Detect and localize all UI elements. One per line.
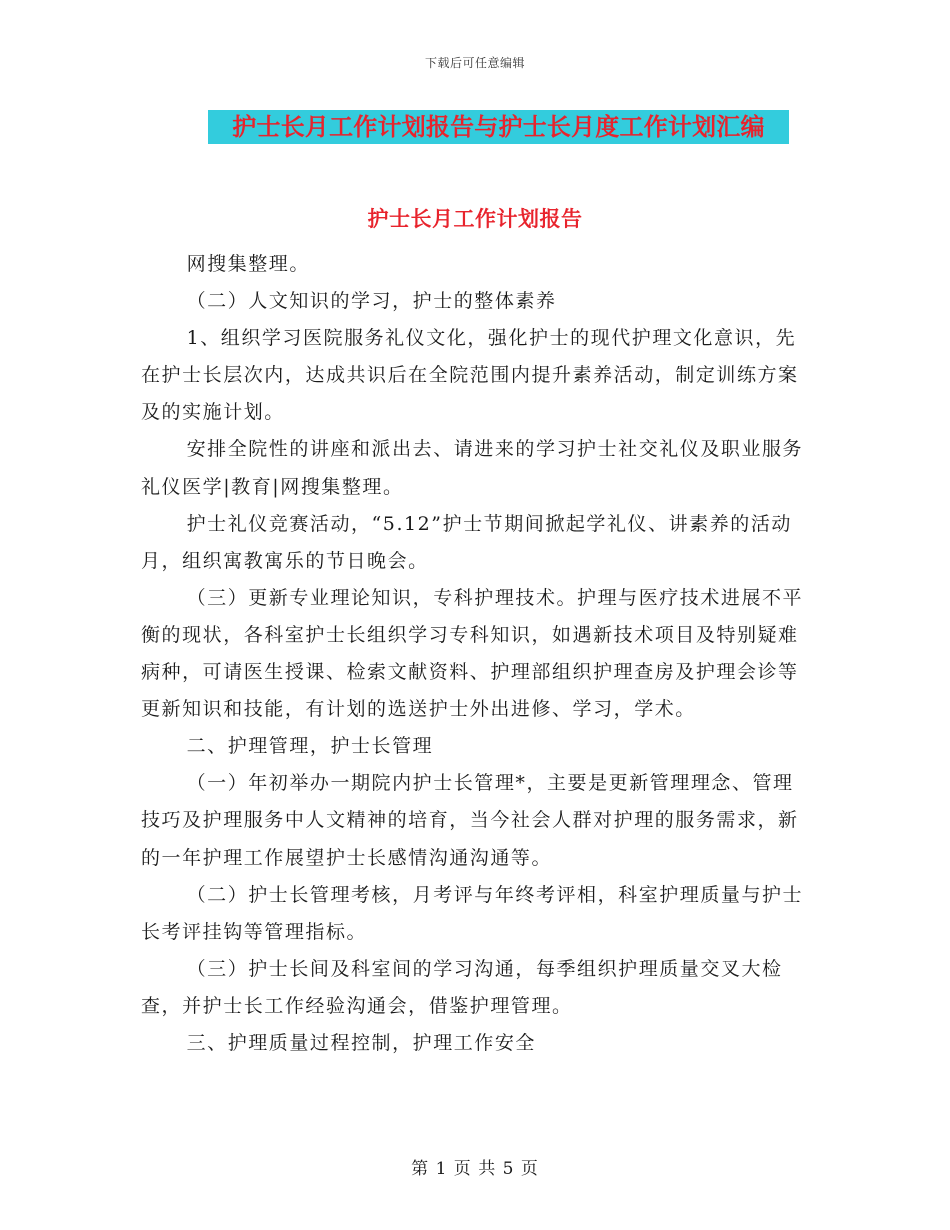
paragraph: 安排全院性的讲座和派出去、请进来的学习护士社交礼仪及职业服务礼仪医学|教育|网搜集整理。 bbox=[141, 438, 804, 498]
document-body bbox=[141, 246, 809, 1062]
main-title: 护士长月工作计划报告与护士长月度工作计划汇编 bbox=[232, 112, 765, 141]
paragraph: （三）更新专业理论知识，专科护理技术。护理与医疗技术进展不平衡的现状，各科室护士长组织学习专科知识，如遇新技术项目及特别疑难病种，可请医生授课、检索文献资料、护理部组织护理查房及护理会诊等更新知识和技能，有计划的选送护士外出进修、学习，学术。 bbox=[141, 586, 804, 721]
paragraph: （三）护士长间及科室间的学习沟通，每季组织护理质量交叉大检查，并护士长工作经验沟通会，借鉴护理管理。 bbox=[141, 957, 783, 1017]
paragraph: （二）护士长管理考核，月考评与年终考评相，科室护理质量与护士长考评挂钩等管理指标。 bbox=[141, 883, 804, 943]
page-number: 第 1 页 共 5 页 bbox=[411, 1159, 539, 1179]
paragraph: 1、组织学习医院服务礼仪文化，强化护士的现代护理文化意识，先在护士长层次内，达成共识后在全院范围内提升素养活动，制定训练方案及的实施计划。 bbox=[141, 327, 799, 424]
paragraph: （一）年初举办一期院内护士长管理*，主要是更新管理理念、管理技巧及护理服务中人文精神的培育，当今社会人群对护理的服务需求，新的一年护理工作展望护士长感情沟通沟通等。 bbox=[141, 772, 799, 869]
header-note: 下载后可任意编辑 bbox=[424, 56, 525, 70]
section-title: 护士长月工作计划报告 bbox=[367, 206, 583, 231]
main-title-highlight bbox=[208, 110, 789, 144]
paragraph: 二、护理管理，护士长管理 bbox=[186, 735, 434, 758]
paragraph: 三、护理质量过程控制，护理工作安全 bbox=[186, 1031, 536, 1054]
paragraph: 网搜集整理。 bbox=[186, 253, 310, 275]
paragraph: 护士礼仪竞赛活动，“5.12”护士节期间掀起学礼仪、讲素养的活动月，组织寓教寓乐的节日晚会。 bbox=[141, 512, 792, 572]
paragraph: （二）人文知识的学习，护士的整体素养 bbox=[186, 290, 557, 313]
